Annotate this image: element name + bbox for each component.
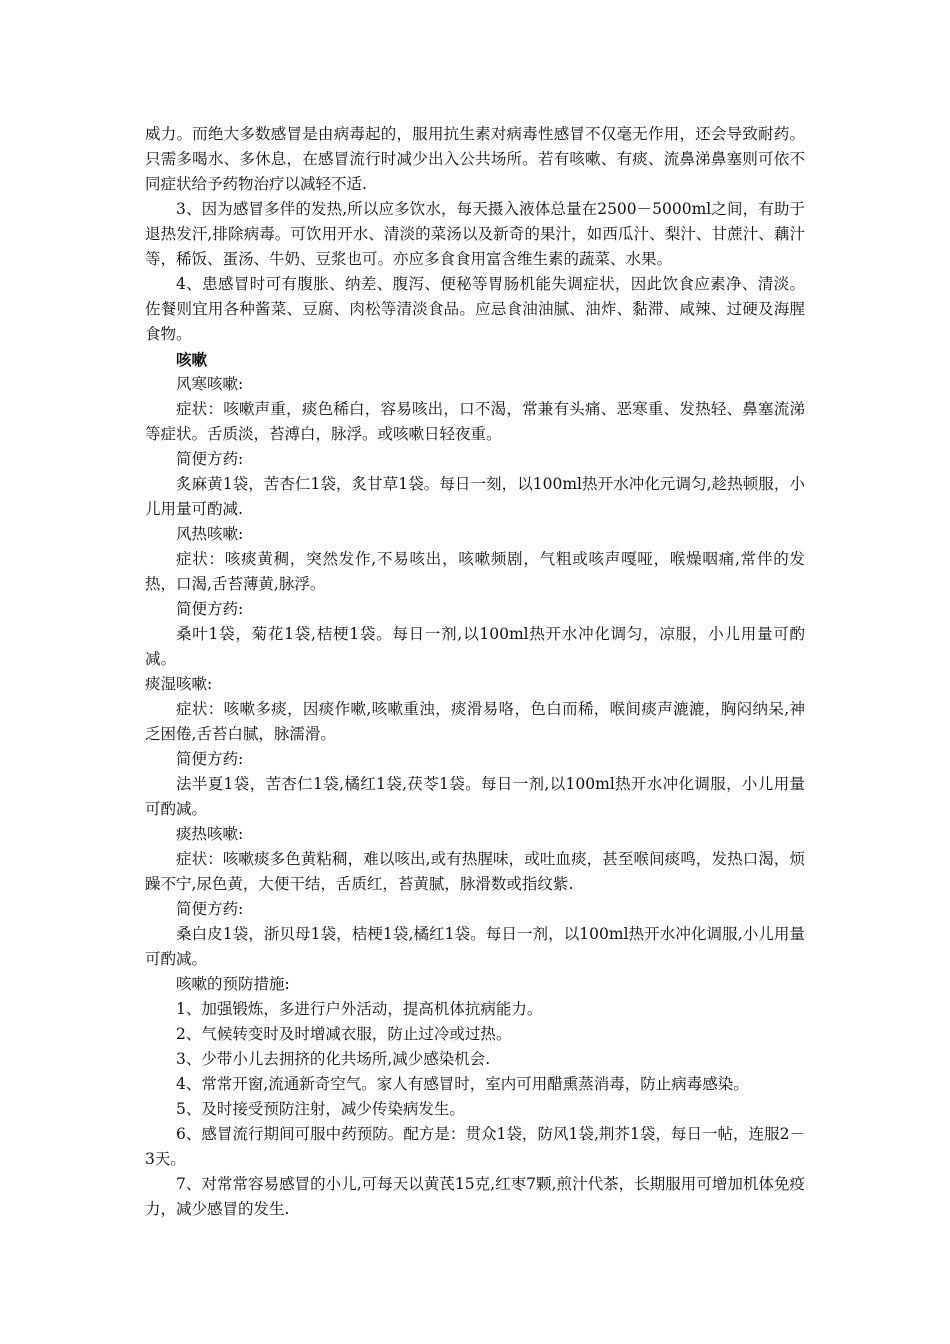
subheading-phlegm-heat: 痰热咳嗽: bbox=[176, 825, 244, 843]
prevention-item-4: 4、常常开窗,流通新奇空气。家人有感冒时，室内可用醋熏蒸消毒，防止病毒感染。 bbox=[176, 1075, 749, 1093]
remedy-label-3: 简便方药: bbox=[176, 750, 244, 768]
remedy-label-1: 简便方药: bbox=[176, 450, 244, 468]
remedy-phlegm-heat: 桑白皮1袋，浙贝母1袋，桔梗1袋,橘红1袋。每日一剂，以100ml热开水冲化调服,小儿用量可酌减。 bbox=[145, 925, 805, 968]
paragraph-continuation: 威力。而绝大多数感冒是由病毒起的，服用抗生素对病毒性感冒不仅毫无作用，还会导致耐药。只需多喝水、多休息，在感冒流行时减少出入公共场所。若有咳嗽、有痰、流鼻涕鼻塞则可依不同症状给予药物治疗以减轻不适. bbox=[145, 125, 805, 193]
remedy-label-4: 简便方药: bbox=[176, 900, 244, 918]
section-heading-cough: 咳嗽 bbox=[176, 350, 208, 369]
symptoms-phlegm-damp: 症状：咳嗽多痰，因痰作嗽,咳嗽重浊，痰滑易咯，色白而稀，喉间痰声漉漉，胸闷纳呆,神乏困倦,舌苔白腻，脉濡滑。 bbox=[145, 700, 805, 743]
remedy-phlegm-damp: 法半夏1袋，苦杏仁1袋,橘红1袋,茯苓1袋。每日一剂,以100ml热开水冲化调服，小儿用量可酌减。 bbox=[145, 775, 805, 818]
prevention-item-7: 7、对常常容易感冒的小儿,可每天以黄芪15克,红枣7颗,煎汁代茶，长期服用可增加机体免疫力，减少感冒的发生. bbox=[145, 1175, 805, 1218]
prevention-item-6: 6、感冒流行期间可服中药预防。配方是：贯众1袋，防风1袋,荆芥1袋，每日一帖，连服2－3天。 bbox=[145, 1125, 805, 1168]
symptoms-wind-cold: 症状：咳嗽声重，痰色稀白，容易咳出，口不渴，常兼有头痛、恶寒重、发热轻、鼻塞流涕等症状。舌质淡，苔溥白，脉浮。或咳嗽日轻夜重。 bbox=[145, 400, 805, 443]
prevention-item-2: 2、气候转变时及时增减衣服，防止过冷或过热。 bbox=[176, 1025, 512, 1043]
symptoms-phlegm-heat: 症状：咳嗽痰多色黄粘稠，难以咳出,或有热腥味，或吐血痰，甚至喉间痰鸣，发热口渴，烦躁不宁,尿色黄，大便干结，舌质红，苔黄腻，脉滑数或指纹紫. bbox=[145, 850, 805, 893]
prevention-item-1: 1、加强锻炼，多进行户外活动，提高机体抗病能力。 bbox=[176, 1000, 543, 1018]
document-page bbox=[145, 122, 805, 1222]
subheading-phlegm-damp: 痰湿咳嗽: bbox=[145, 675, 213, 693]
subheading-wind-cold: 风寒咳嗽: bbox=[176, 375, 244, 393]
subheading-wind-heat: 风热咳嗽: bbox=[176, 525, 244, 543]
paragraph-item-4: 4、患感冒时可有腹胀、纳差、腹泻、便秘等胃肠机能失调症状，因此饮食应素净、清淡。佐餐则宜用各种酱菜、豆腐、肉松等清淡食品。应忌食油油腻、油炸、黏滞、咸辣、过硬及海腥食物。 bbox=[145, 275, 805, 343]
remedy-label-2: 简便方药: bbox=[176, 600, 244, 618]
paragraph-item-3: 3、因为感冒多伴的发热,所以应多饮水，每天摄入液体总量在2500－5000ml之间，有助于退热发汗,排除病毒。可饮用开水、清淡的菜汤以及新奇的果汁，如西瓜汁、梨汁、甘蔗汁、藕汁等，稀饭、蛋汤、牛奶、豆浆也可。亦应多食食用富含维生素的蔬菜、水果。 bbox=[145, 200, 805, 268]
prevention-heading: 咳嗽的预防措施: bbox=[176, 975, 290, 993]
remedy-wind-heat: 桑叶1袋，菊花1袋,桔梗1袋。每日一剂,以100ml热开水冲化调匀，凉服，小儿用量可酌减。 bbox=[145, 625, 805, 668]
symptoms-wind-heat: 症状：咳痰黄稠，突然发作,不易咳出，咳嗽频剧，气粗或咳声嘎哑，喉燥咽痛,常伴的发热，口渴,舌苔薄黄,脉浮。 bbox=[145, 550, 805, 593]
prevention-item-5: 5、及时接受预防注射，减少传染病发生。 bbox=[176, 1100, 465, 1118]
prevention-item-3: 3、少带小儿去拥挤的化共场所,减少感染机会. bbox=[176, 1050, 491, 1068]
remedy-wind-cold: 炙麻黄1袋，苦杏仁1袋，炙甘草1袋。每日一刻，以100ml热开水冲化元调匀,趁热顿服，小儿用量可酌减. bbox=[145, 475, 805, 518]
